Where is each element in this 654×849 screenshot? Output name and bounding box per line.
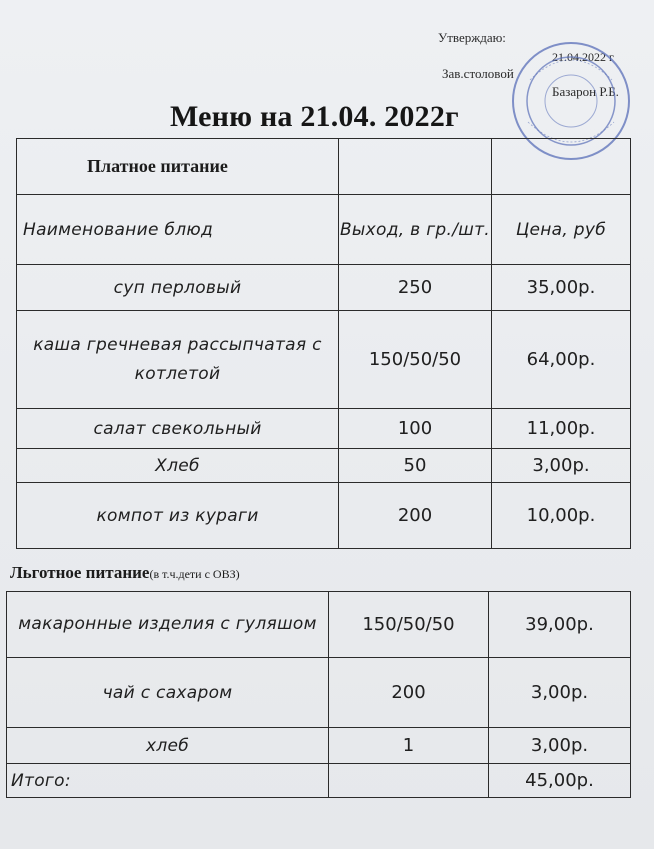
dish-output: 100: [339, 409, 492, 449]
dish-price: 3,00р.: [492, 449, 631, 483]
dish-output: 150/50/50: [339, 311, 492, 409]
dish-name: хлеб: [7, 728, 329, 764]
benefit-section-label: Льготное питание: [10, 563, 150, 582]
paid-section-label: Платное питание: [17, 139, 339, 195]
table-header-row: [17, 195, 631, 265]
dish-price: 3,00р.: [489, 658, 631, 728]
dish-price: 11,00р.: [492, 409, 631, 449]
approval-signatory: Базарон Р.Б.: [552, 84, 619, 99]
table-row: [17, 483, 631, 549]
dish-price: 64,00р.: [492, 311, 631, 409]
total-label: Итого:: [7, 764, 329, 798]
dish-output: 150/50/50: [329, 592, 489, 658]
header-output: Выход, в гр./шт.: [339, 195, 492, 265]
benefit-section-heading: [10, 563, 240, 583]
header-price: Цена, руб: [492, 195, 631, 265]
table-row: [17, 409, 631, 449]
dish-name: каша гречневая рассыпчатая с котлетой: [17, 311, 339, 409]
total-row: [7, 764, 631, 798]
total-output: [329, 764, 489, 798]
table-row: [17, 311, 631, 409]
table-row: [7, 592, 631, 658]
dish-price: 39,00р.: [489, 592, 631, 658]
table-row: [7, 658, 631, 728]
benefit-menu-table: [6, 591, 631, 798]
dish-price: 10,00р.: [492, 483, 631, 549]
benefit-section-note: (в т.ч.дети с ОВЗ): [149, 567, 240, 581]
dish-output: 200: [339, 483, 492, 549]
approval-label: Утверждаю:: [438, 30, 506, 45]
dish-name: суп перловый: [17, 265, 339, 311]
dish-name: чай с сахаром: [7, 658, 329, 728]
dish-price: 3,00р.: [489, 728, 631, 764]
table-row: [17, 139, 631, 195]
approval-date: 21.04.2022 г: [552, 50, 614, 64]
dish-name: салат свекольный: [17, 409, 339, 449]
dish-output: 200: [329, 658, 489, 728]
table-row: [7, 728, 631, 764]
dish-output: 250: [339, 265, 492, 311]
dish-output: 1: [329, 728, 489, 764]
dish-name: компот из кураги: [17, 483, 339, 549]
table-row: [17, 449, 631, 483]
dish-output: 50: [339, 449, 492, 483]
header-name: Наименование блюд: [17, 195, 339, 265]
table-row: [17, 265, 631, 311]
dish-name: Хлеб: [17, 449, 339, 483]
dish-price: 35,00р.: [492, 265, 631, 311]
dish-name: макаронные изделия с гуляшом: [7, 592, 329, 658]
page-title: Меню на 21.04. 2022г: [170, 100, 459, 133]
paid-menu-table: [16, 138, 631, 549]
approval-position: Зав.столовой: [442, 66, 514, 81]
total-price: 45,00р.: [489, 764, 631, 798]
